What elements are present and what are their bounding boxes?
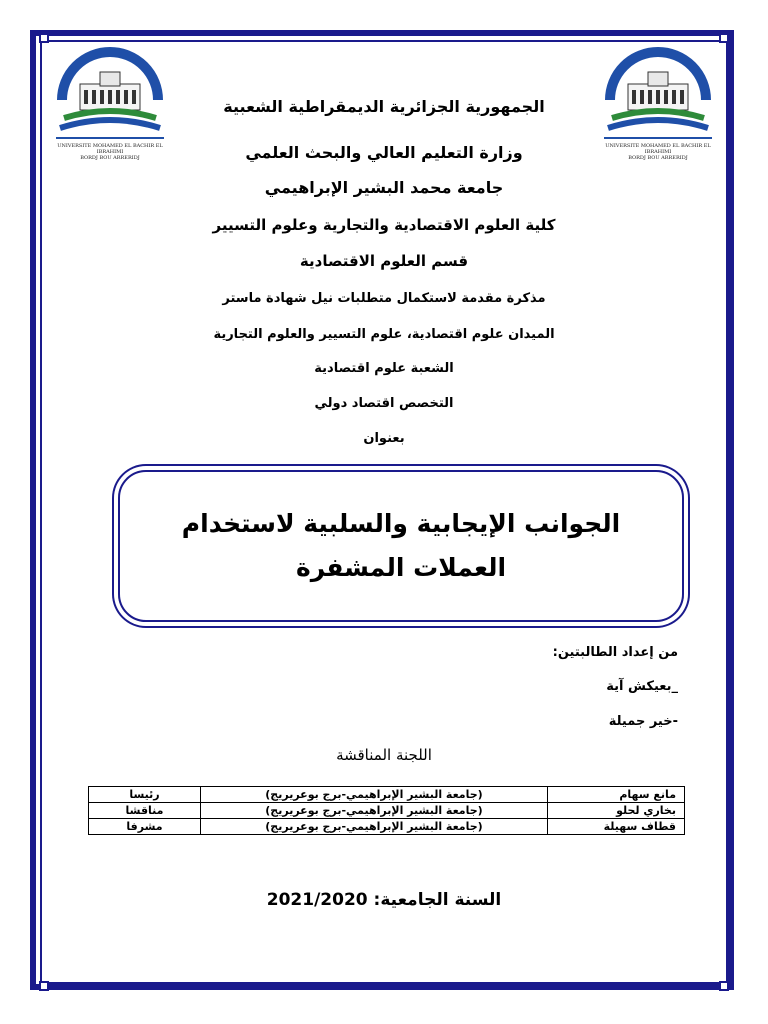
thesis-branch: الشعبة علوم اقتصادية (314, 361, 454, 376)
member-role: مشرفا (89, 819, 201, 835)
logo-caption-line: BORDJ BOU ARRERIDJ (80, 155, 140, 161)
table-row (89, 819, 685, 835)
university-name: جامعة محمد البشير الإبراهيمي (264, 178, 504, 197)
department-name: قسم العلوم الاقتصادية (299, 252, 469, 270)
table-row (89, 787, 685, 803)
member-role: مناقشا (89, 803, 201, 819)
member-name: مانع سهام (548, 787, 685, 803)
thesis-field: الميدان علوم اقتصادية، علوم التسيير والعلوم التجارية (213, 327, 555, 342)
student-name-1: _بعيكش آية (606, 679, 678, 694)
member-role: رئيسا (89, 787, 201, 803)
committee-heading: اللجنة المناقشة (336, 746, 432, 764)
thesis-purpose: مذكرة مقدمة لاستكمال متطلبات نيل شهادة ماستر (222, 291, 546, 306)
thesis-title-line-2: العملات المشفرة (295, 553, 507, 582)
academic-year (0, 890, 768, 910)
logo-caption-line: UNIVERSITE MOHAMED EL BACHIR EL IBRAHIMI (605, 143, 711, 155)
thesis-title-box (118, 470, 684, 622)
member-institution: (جامعة البشير الإبراهيمي-برج بوعريريج) (201, 819, 548, 835)
member-name: بخاري لحلو (548, 803, 685, 819)
title-label: بعنوان (363, 431, 405, 446)
member-institution: (جامعة البشير الإبراهيمي-برج بوعريريج) (201, 803, 548, 819)
university-emblem-icon (598, 42, 718, 142)
thesis-specialty: التخصص اقتصاد دولي (314, 396, 454, 411)
university-emblem-icon (50, 42, 170, 142)
table-row (89, 803, 685, 819)
committee-table (88, 786, 685, 835)
faculty-name: كلية العلوم الاقتصادية والتجارية وعلوم التسيير (212, 216, 556, 234)
logo-caption-line: BORDJ BOU ARRERIDJ (628, 155, 688, 161)
students-label: من إعداد الطالبتين: (552, 645, 678, 660)
member-institution: (جامعة البشير الإبراهيمي-برج بوعريريج) (201, 787, 548, 803)
ministry-name: وزارة التعليم العالي والبحث العلمي (245, 143, 523, 162)
republic-name: الجمهورية الجزائرية الديمقراطية الشعبية (223, 97, 545, 116)
logo-caption-line: UNIVERSITE MOHAMED EL BACHIR EL IBRAHIMI (57, 143, 163, 155)
student-name-2: -خير جميلة (608, 714, 678, 729)
academic-year-value: 2021/2020 (266, 890, 368, 910)
corner-ornament (719, 33, 729, 43)
member-name: قطاف سهيلة (548, 819, 685, 835)
corner-ornament (39, 981, 49, 991)
corner-ornament (719, 981, 729, 991)
academic-year-label: السنة الجامعية: (373, 890, 502, 910)
thesis-title-line-1: الجوانب الإيجابية والسلبية لاستخدام (181, 509, 621, 538)
corner-ornament (39, 33, 49, 43)
